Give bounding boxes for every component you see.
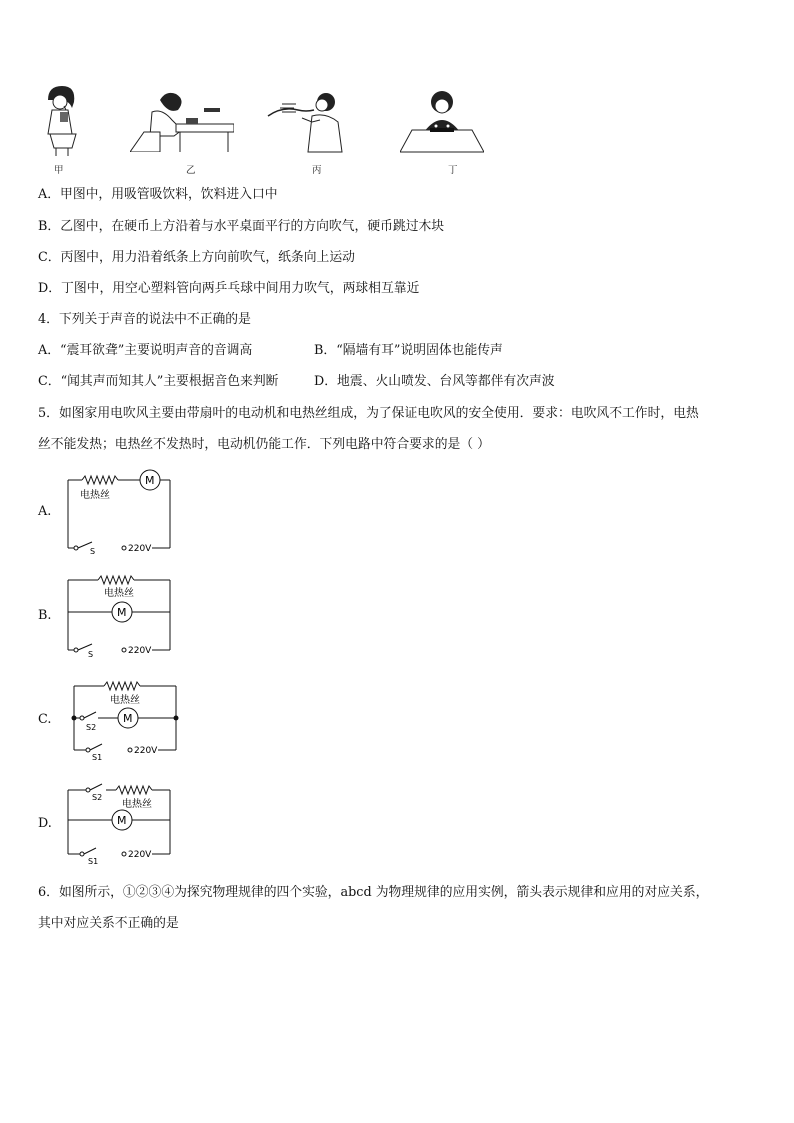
voltage-label: 220V — [134, 746, 158, 756]
q4-option-b: B．“隔墙有耳”说明固体也能传声 — [314, 343, 503, 358]
q3-option-a: A．甲图中，用吸管吸饮料，饮料进入口中 — [38, 187, 278, 202]
figure-label-jia: 甲 — [54, 165, 64, 176]
circuit-d — [60, 780, 176, 866]
q5-option-d-label: D. — [38, 816, 52, 831]
switch-s-label: S — [88, 650, 94, 658]
switch-s2-label: S2 — [86, 723, 97, 732]
heater-label: 电热丝 — [104, 588, 134, 599]
q3-option-c: C．丙图中，用力沿着纸条上方向前吹气，纸条向上运动 — [38, 250, 355, 265]
q5-option-a-label: A. — [38, 504, 52, 519]
voltage-label: 220V — [128, 646, 152, 656]
girl-drinking-illustration — [38, 84, 82, 156]
q3-option-b: B．乙图中，在硬币上方沿着与水平桌面平行的方向吹气，硬币跳过木块 — [38, 219, 445, 234]
figure-label-yi: 乙 — [186, 165, 196, 176]
heater-resistor-icon — [98, 576, 134, 584]
motor-label: M — [117, 606, 127, 619]
circuit-c — [66, 676, 182, 762]
switch-s1-icon — [90, 744, 102, 750]
heater-label: 电热丝 — [110, 695, 140, 706]
heater-label: 电热丝 — [122, 799, 152, 810]
switch-s1-label: S1 — [88, 857, 99, 866]
circuit-b — [60, 572, 176, 658]
q5-stem-line2: 丝不能发热；电热丝不发热时，电动机仍能工作．下列电路中符合要求的是（ ） — [38, 437, 490, 452]
circuit-a — [60, 468, 176, 554]
switch-s2-icon — [84, 712, 96, 718]
heater-label: 电热丝 — [80, 490, 110, 501]
figure-yi — [130, 90, 234, 152]
switch-s2-icon — [90, 784, 102, 790]
motor-label: M — [117, 814, 127, 827]
motor-label: M — [123, 712, 133, 725]
q6-stem-line1: 6．如图所示，①②③④为探究物理规律的四个实验，abcd 为物理规律的应用实例，箭头表示规律和应用的对应关系， — [38, 885, 709, 900]
figure-jia — [38, 84, 82, 156]
q4-option-a: A．“震耳欲聋”主要说明声音的音调高 — [38, 343, 253, 358]
q5-stem-line1: 5．如图家用电吹风主要由带扇叶的电动机和电热丝组成，为了保证电吹风的安全使用．要求：电吹风不工作时，电热 — [38, 406, 699, 421]
q4-option-c: C．“闻其声而知其人”主要根据音色来判断 — [38, 374, 279, 389]
heater-resistor-icon — [82, 476, 118, 484]
q5-option-b-label: B. — [38, 608, 52, 623]
q4-stem: 4．下列关于声音的说法中不正确的是 — [38, 312, 251, 327]
switch-s1-label: S1 — [92, 753, 103, 762]
blowing-paper-illustration — [262, 88, 352, 154]
figure-label-ding: 丁 — [448, 165, 458, 176]
switch-s1-icon — [84, 848, 96, 854]
blowing-coin-illustration — [130, 90, 234, 152]
voltage-label: 220V — [128, 850, 152, 860]
motor-label: M — [145, 474, 155, 487]
heater-resistor-icon — [104, 682, 140, 690]
ping-pong-illustration — [400, 88, 484, 154]
q4-option-d: D．地震、火山喷发、台风等都伴有次声波 — [314, 374, 555, 389]
q5-option-c-label: C. — [38, 712, 52, 727]
switch-s2-label: S2 — [92, 793, 103, 802]
figure-ding — [400, 88, 484, 154]
figure-label-bing: 丙 — [312, 165, 322, 176]
q3-option-d: D．丁图中，用空心塑料管向两乒乓球中间用力吹气，两球相互靠近 — [38, 281, 420, 296]
q6-stem-line2: 其中对应关系不正确的是 — [38, 916, 179, 931]
switch-s-label: S — [90, 547, 96, 554]
voltage-label: 220V — [128, 544, 152, 554]
figure-bing — [262, 88, 352, 154]
heater-resistor-icon — [116, 786, 152, 794]
